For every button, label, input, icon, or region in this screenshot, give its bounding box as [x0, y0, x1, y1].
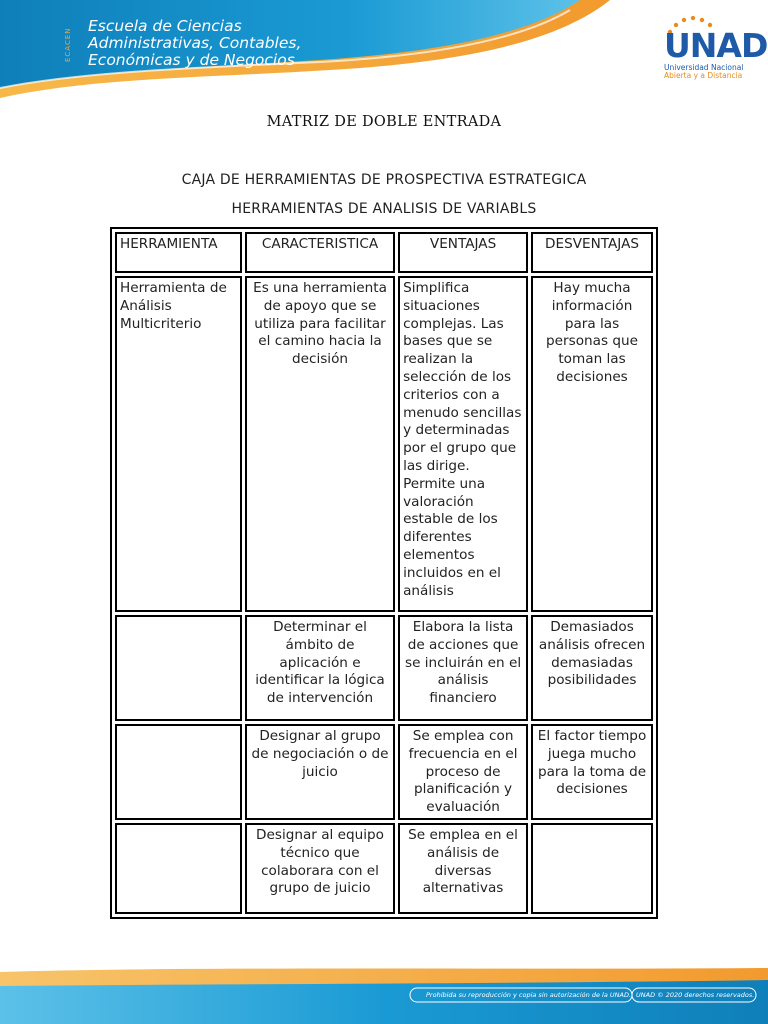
logo-subtitle	[664, 64, 743, 80]
column-header: CARACTERISTICA	[245, 232, 395, 273]
cell-caracteristica: Designar al equipo técnico que colaborara con el grupo de juicio	[245, 823, 395, 914]
logo-sub-line: Universidad Nacional	[664, 63, 744, 72]
double-entry-matrix	[110, 227, 658, 919]
table-row	[115, 615, 653, 721]
header-banner	[0, 0, 768, 112]
column-header: DESVENTAJAS	[531, 232, 653, 273]
cell-caracteristica: Designar al grupo de negociación o de juicio	[245, 724, 395, 820]
cell-herramienta	[115, 724, 242, 820]
footer-banner	[0, 960, 768, 1024]
vertical-tag: ECACEN	[64, 27, 72, 63]
table-row	[115, 724, 653, 820]
document-subtitle: HERRAMIENTAS DE ANALISIS DE VARIABLS	[231, 201, 537, 217]
cell-desventajas: Hay mucha información para las personas que toman las decisiones	[531, 276, 653, 612]
table-header-row	[115, 232, 653, 273]
table-row	[115, 276, 653, 612]
footer-copy-notice: Prohibida su reproducción y copia sin autorización de la UNAD.	[426, 991, 632, 999]
cell-ventajas: Simplifica situaciones complejas. Las bases que se realizan la selección de los criterios con a menudo sencillas y determinadas por el grupo que las dirige. Permite una valoración estable de los diferentes elementos incluidos en el análisis	[398, 276, 528, 612]
column-header: VENTAJAS	[398, 232, 528, 273]
school-name-line: Económicas y de Negocios	[88, 51, 295, 69]
cell-herramienta	[115, 615, 242, 721]
cell-desventajas: El factor tiempo juega mucho para la toma de decisiones	[531, 724, 653, 820]
school-name-line: Administrativas, Contables,	[88, 34, 302, 52]
cell-caracteristica: Es una herramienta de apoyo que se utiliza para facilitar el camino hacia la decisión	[245, 276, 395, 612]
school-name	[88, 18, 348, 69]
cell-herramienta	[115, 823, 242, 914]
logo-word: UNAD	[664, 26, 768, 65]
table-row	[115, 823, 653, 914]
cell-ventajas: Elabora la lista de acciones que se incluirán en el análisis financiero	[398, 615, 528, 721]
document-title: MATRIZ DE DOBLE ENTRADA	[266, 114, 502, 130]
cell-ventajas: Se emplea en el análisis de diversas alternativas	[398, 823, 528, 914]
cell-desventajas: Demasiados análisis ofrecen demasiadas posibilidades	[531, 615, 653, 721]
cell-ventajas: Se emplea con frecuencia en el proceso de planificación y evaluación	[398, 724, 528, 820]
school-name-line: Escuela de Ciencias	[88, 17, 242, 35]
column-header: HERRAMIENTA	[115, 232, 242, 273]
logo-sub-line: Abierta y a Distancia	[664, 71, 743, 80]
cell-desventajas	[531, 823, 653, 914]
footer-rights-notice: UNAD © 2020 derechos reservados.	[636, 991, 755, 999]
unad-logo	[660, 16, 768, 86]
cell-caracteristica: Determinar el ámbito de aplicación e identificar la lógica de intervención	[245, 615, 395, 721]
document-subtitle: CAJA DE HERRAMIENTAS DE PROSPECTIVA ESTRATEGICA	[181, 172, 587, 188]
cell-herramienta: Herramienta de Análisis Multicriterio	[115, 276, 242, 612]
